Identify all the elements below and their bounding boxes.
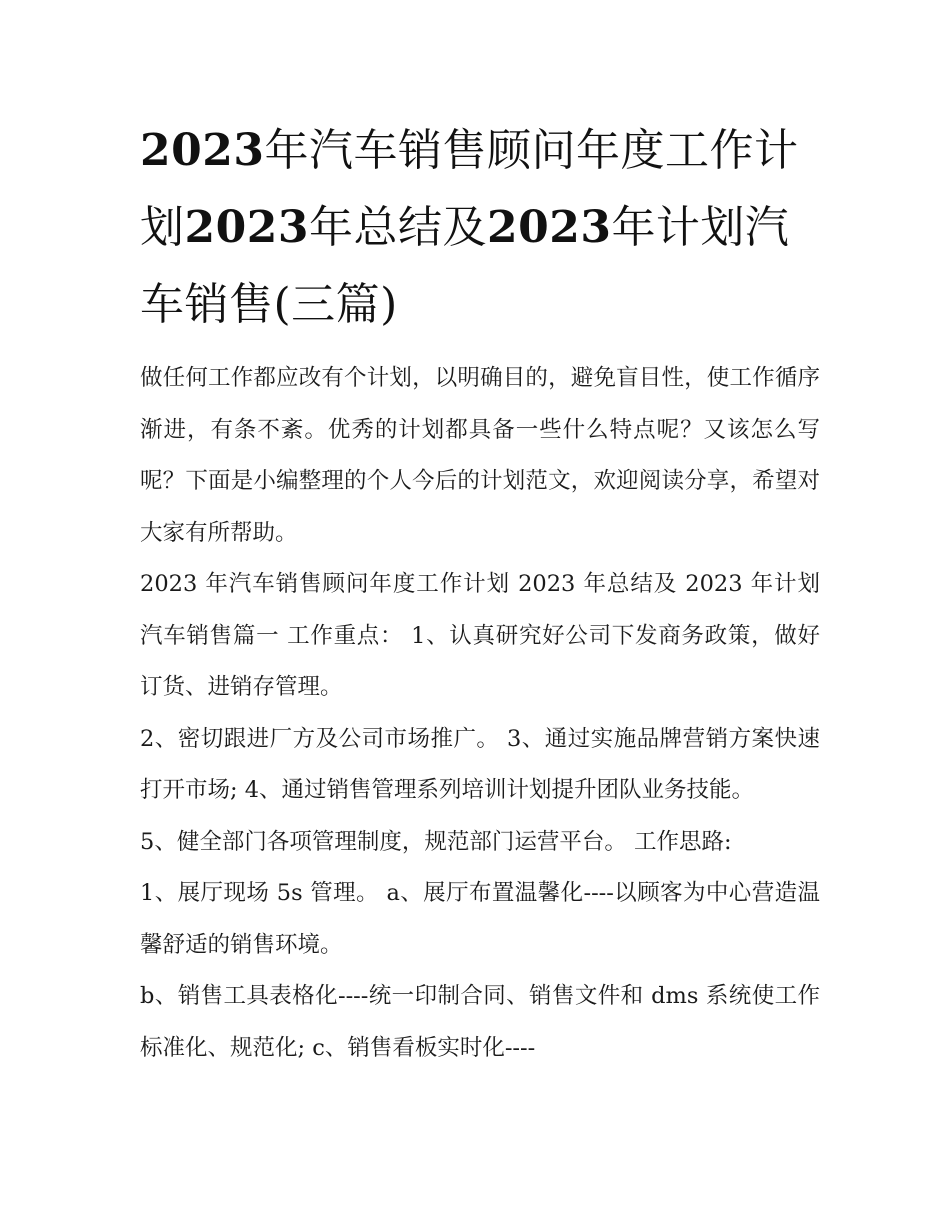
body-paragraph-1: 2023 年汽车销售顾问年度工作计划 2023 年总结及 2023 年计划汽车销售篇一 工作重点： 1、认真研究好公司下发商务政策，做好订货、进销存管理。 <box>140 571 820 700</box>
body-paragraph-3: 5、健全部门各项管理制度，规范部门运营平台。 工作思路: <box>140 828 732 855</box>
document-page <box>140 112 820 1074</box>
body-paragraph-4: 1、展厅现场 5s 管理。 a、展厅布置温馨化----以顾客为中心营造温馨舒适的销售环境。 <box>140 880 820 958</box>
document-title: 2023年汽车销售顾问年度工作计划2023年总结及2023年计划汽车销售(三篇) <box>140 125 799 330</box>
body-paragraph-2: 2、密切跟进厂方及公司市场推广。 3、通过实施品牌营销方案快速打开市场; 4、通过销售管理系列培训计划提升团队业务技能。 <box>140 725 820 803</box>
intro-paragraph: 做任何工作都应改有个计划，以明确目的，避免盲目性，使工作循序渐进，有条不紊。优秀的计划都具备一些什么特点呢？又该怎么写呢？下面是小编整理的个人今后的计划范文，欢迎阅读分享，希望对大家有所帮助。 <box>140 365 820 546</box>
body-paragraph-5: b、销售工具表格化----统一印制合同、销售文件和 dms 系统使工作标准化、规范化; c、销售看板实时化---- <box>140 983 820 1061</box>
